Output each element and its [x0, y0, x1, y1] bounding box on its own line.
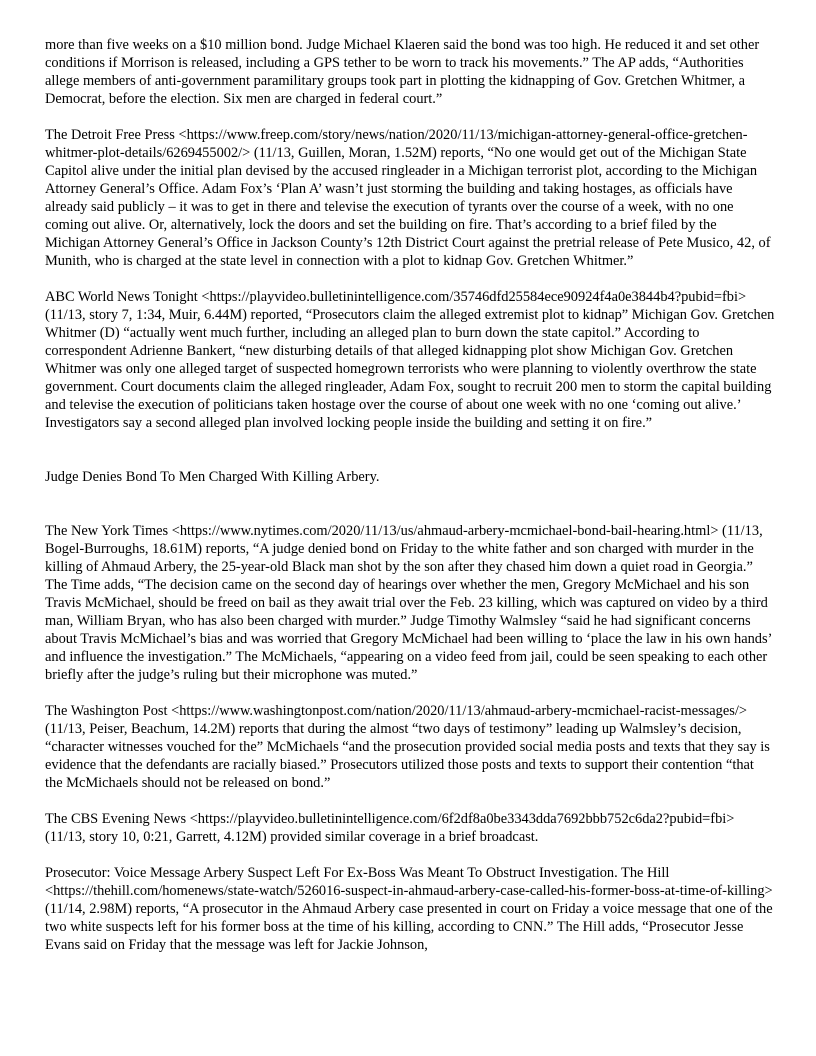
paragraph-new-york-times: The New York Times <https://www.nytimes.com/2020/11/13/us/ahmaud-arbery-mcmichael-bond-bail-hearing.html> (11/13, Bogel-Burroughs, 18.61M) reports, “A judge denied bond on Friday to the white father and son charged with murder in the killing of Ahmaud Arbery, the 25-year-old Black man shot by the son after they chased him down a quiet road in Georgia.” The Time adds, “The decision came on the second day of hearings over whether the men, Gregory McMichael and his son Travis McMichael, should be freed on bail as they await trial over the Feb. 23 killing, which was captured on video by a third man, William Bryan, who has also been charged with murder.” Judge Timothy Walmsley “said he had significant concerns about Travis McMichael’s bias and was worried that Gregory McMichael had been willing to ‘place the law in his own hands’ and influence the investigation.” The McMichaels, “appearing on a video feed from jail, could be seen speaking to each other briefly after the judge’s ruling but their microphone was muted.” [45, 523, 772, 683]
paragraph-abc-world-news: ABC World News Tonight <https://playvideo.bulletinintelligence.com/35746dfd25584ece90924f4a0e3844b4?pubid=fbi> (11/13, story 7, 1:34, Muir, 6.44M) reported, “Prosecutors claim the alleged extremist plot to kidnap” Michigan Gov. Gretchen Whitmer (D) “actually went much further, including an alleged plan to burn down the state capitol.” According to correspondent Adrienne Bankert, “new disturbing details of that alleged kidnapping plot show Michigan Gov. Gretchen Whitmer was only one alleged target of suspected homegrown terrorists who were planning to violently overthrow the state government. Court documents claim the alleged ringleader, Adam Fox, sought to recruit 200 men to storm the capital building and televise the execution of politicians taken hostage over the course of about one week with no one ‘coming out alive.’ Investigators say a second alleged plan involved locking people inside the building and setting it on fire.” [45, 289, 775, 431]
section-heading: Judge Denies Bond To Men Charged With Killing Arbery. [45, 469, 380, 485]
paragraph-washington-post: The Washington Post <https://www.washingtonpost.com/nation/2020/11/13/ahmaud-arbery-mcmichael-racist-messages/> (11/13, Peiser, Beachum, 14.2M) reports that during the almost “two days of testimony” leading up Walmsley’s decision, “character witnesses vouched for the” McMichaels “and the prosecution provided social media posts and texts that they say is evidence that the defendants are racially biased.” Prosecutors utilized those posts and texts to support their contention “that the McMichaels should not be released on bond.” [45, 703, 770, 791]
paragraph-ap-bond: more than five weeks on a $10 million bond. Judge Michael Klaeren said the bond was too high. He reduced it and set other conditions if Morrison is released, including a GPS tether to be worn to track his movements.” The AP adds, “Authorities allege members of anti-government paramilitary groups took part in plotting the kidnapping of Gov. Gretchen Whitmer, a Democrat, before the election. Six men are charged in federal court.” [45, 37, 760, 107]
paragraph-detroit-free-press: The Detroit Free Press <https://www.freep.com/story/news/nation/2020/11/13/michigan-attorney-general-office-gretchen-whitmer-plot-details/6269455002/> (11/13, Guillen, Moran, 1.52M) reports, “No one would get out of the Michigan State Capitol alive under the initial plan devised by the accused ringleader in a Michigan terrorist plot, according to the Michigan Attorney General’s Office. Adam Fox’s ‘Plan A’ wasn’t just storming the building and taking hostages, as officials have already said publicly – it was to get in there and televise the execution of tyrants over the course of a week, with no one coming out alive. Or, alternatively, lock the doors and set the building on fire. That’s according to a brief filed by the Michigan Attorney General’s Office in Jackson County’s 12th District Court against the pretrial release of Pete Musico, 42, of Munith, who is charged at the state level in connection with a plot to kidnap Gov. Gretchen Whitmer.” [45, 127, 771, 269]
paragraph-the-hill: Prosecutor: Voice Message Arbery Suspect Left For Ex-Boss Was Meant To Obstruct Investigation. The Hill <https://thehill.com/homenews/state-watch/526016-suspect-in-ahmaud-arbery-case-called-his-former-boss-at-time-of-killing> (11/14, 2.98M) reports, “A prosecutor in the Ahmaud Arbery case presented in court on Friday a voice message that one of the two white suspects left for his former boss at the time of his killing, according to CNN.” The Hill adds, “Prosecutor Jesse Evans said on Friday that the message was left for Jackie Johnson, [45, 865, 773, 953]
document-page [45, 36, 775, 972]
paragraph-cbs-evening-news: The CBS Evening News <https://playvideo.bulletinintelligence.com/6f2df8a0be3343dda7692bbb752c6da2?pubid=fbi> (11/13, story 10, 0:21, Garrett, 4.12M) provided similar coverage in a brief broadcast. [45, 811, 735, 845]
